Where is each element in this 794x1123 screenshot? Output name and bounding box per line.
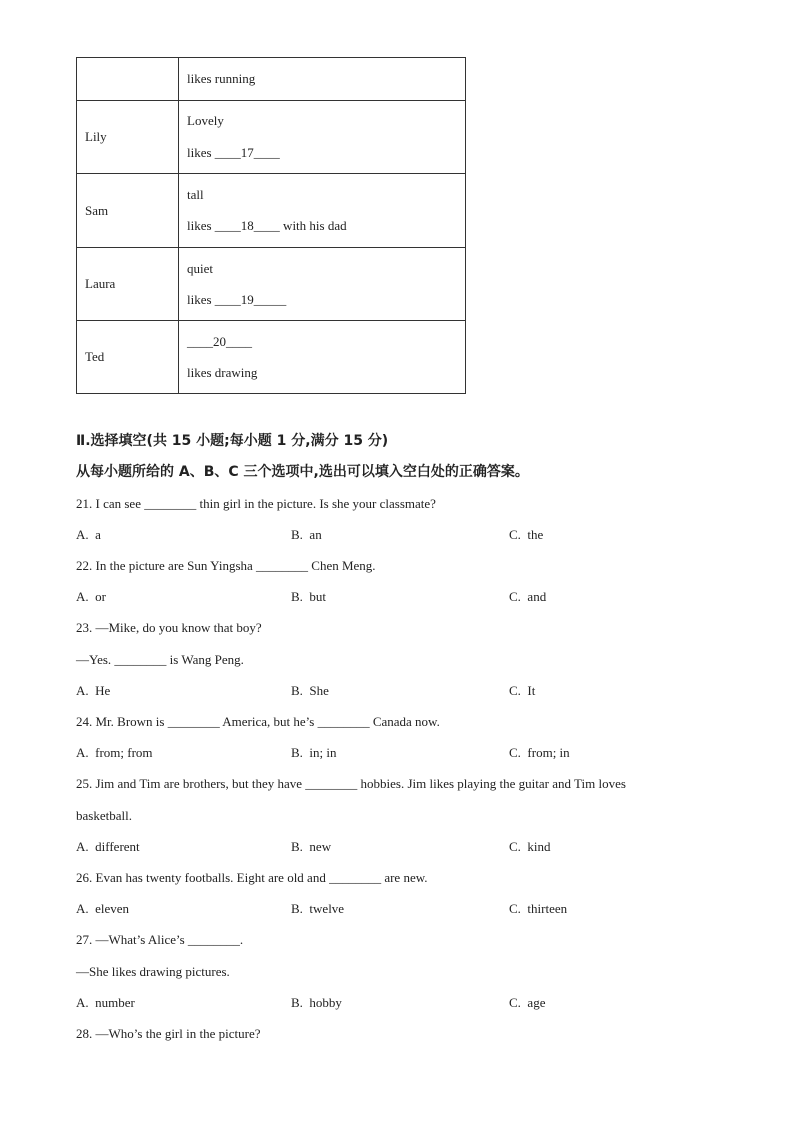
- option-a: A. He: [76, 683, 111, 698]
- option-c: C. the: [509, 527, 544, 542]
- table-row: [77, 248, 466, 321]
- table-cell-name: [77, 58, 179, 101]
- option-b: B. new: [291, 839, 332, 854]
- desc-line: likes ____17____: [187, 145, 280, 160]
- table-cell-name: Ted: [77, 321, 179, 394]
- option-b: B. but: [291, 589, 327, 604]
- question-27: 27. —What’s Alice’s ________.: [76, 932, 244, 947]
- table-row: [77, 321, 466, 394]
- question-23-response: —Yes. ________ is Wang Peng.: [76, 652, 244, 667]
- table-row: [77, 101, 466, 174]
- option-a: A. from; from: [76, 745, 153, 760]
- option-c: C. age: [509, 995, 546, 1010]
- option-c: C. and: [509, 589, 547, 604]
- option-c: C. from; in: [509, 745, 570, 760]
- table-row: [77, 58, 466, 101]
- desc-line: ____20____: [187, 333, 252, 349]
- table-cell-name: Sam: [77, 174, 179, 248]
- question-22: 22. In the picture are Sun Yingsha ________ Chen Meng.: [76, 558, 376, 573]
- desc-line: likes ____18____ with his dad: [187, 218, 347, 233]
- option-a: A. or: [76, 589, 106, 604]
- question-21: 21. I can see ________ thin girl in the picture. Is she your classmate?: [76, 496, 436, 511]
- option-a: A. eleven: [76, 901, 130, 916]
- question-24: 24. Mr. Brown is ________ America, but he’s ________ Canada now.: [76, 714, 440, 729]
- option-b: B. an: [291, 527, 322, 542]
- question-28: 28. —Who’s the girl in the picture?: [76, 1026, 261, 1041]
- option-c: C. It: [509, 683, 536, 698]
- desc-line: likes ____19_____: [187, 291, 287, 307]
- table-cell-desc: [179, 174, 466, 248]
- desc-line: likes drawing: [187, 364, 258, 380]
- question-27-response: —She likes drawing pictures.: [76, 964, 230, 979]
- question-26: 26. Evan has twenty footballs. Eight are old and ________ are new.: [76, 870, 428, 885]
- table-cell-name: Lily: [77, 101, 179, 174]
- option-b: B. twelve: [291, 901, 345, 916]
- table-cell-desc: [179, 58, 466, 101]
- table-cell-desc: [179, 101, 466, 174]
- question-23: 23. —Mike, do you know that boy?: [76, 620, 262, 635]
- option-a: A. different: [76, 839, 140, 854]
- table-row: [77, 174, 466, 248]
- question-25: 25. Jim and Tim are brothers, but they have ________ hobbies. Jim likes playing the guitar and Tim loves: [76, 776, 626, 791]
- desc-line: likes running: [187, 71, 256, 86]
- table-cell-name: Laura: [77, 248, 179, 321]
- option-a: A. number: [76, 995, 135, 1010]
- option-b: B. in; in: [291, 745, 337, 760]
- table-cell-desc: [179, 248, 466, 321]
- option-c: C. kind: [509, 839, 551, 854]
- option-b: B. She: [291, 683, 329, 698]
- desc-line: Lovely: [187, 113, 224, 128]
- question-25-continued: basketball.: [76, 808, 132, 823]
- desc-line: tall: [187, 187, 204, 202]
- option-c: C. thirteen: [509, 901, 568, 916]
- table-cell-desc: [179, 321, 466, 394]
- desc-line: quiet: [187, 260, 213, 276]
- section-instruction: 从每小题所给的 A、B、C 三个选项中,选出可以填入空白处的正确答案。: [76, 464, 529, 480]
- option-a: A. a: [76, 527, 101, 542]
- info-table: [76, 57, 466, 394]
- section-title: Ⅱ.选择填空(共 15 小题;每小题 1 分,满分 15 分): [76, 433, 389, 449]
- option-b: B. hobby: [291, 995, 342, 1010]
